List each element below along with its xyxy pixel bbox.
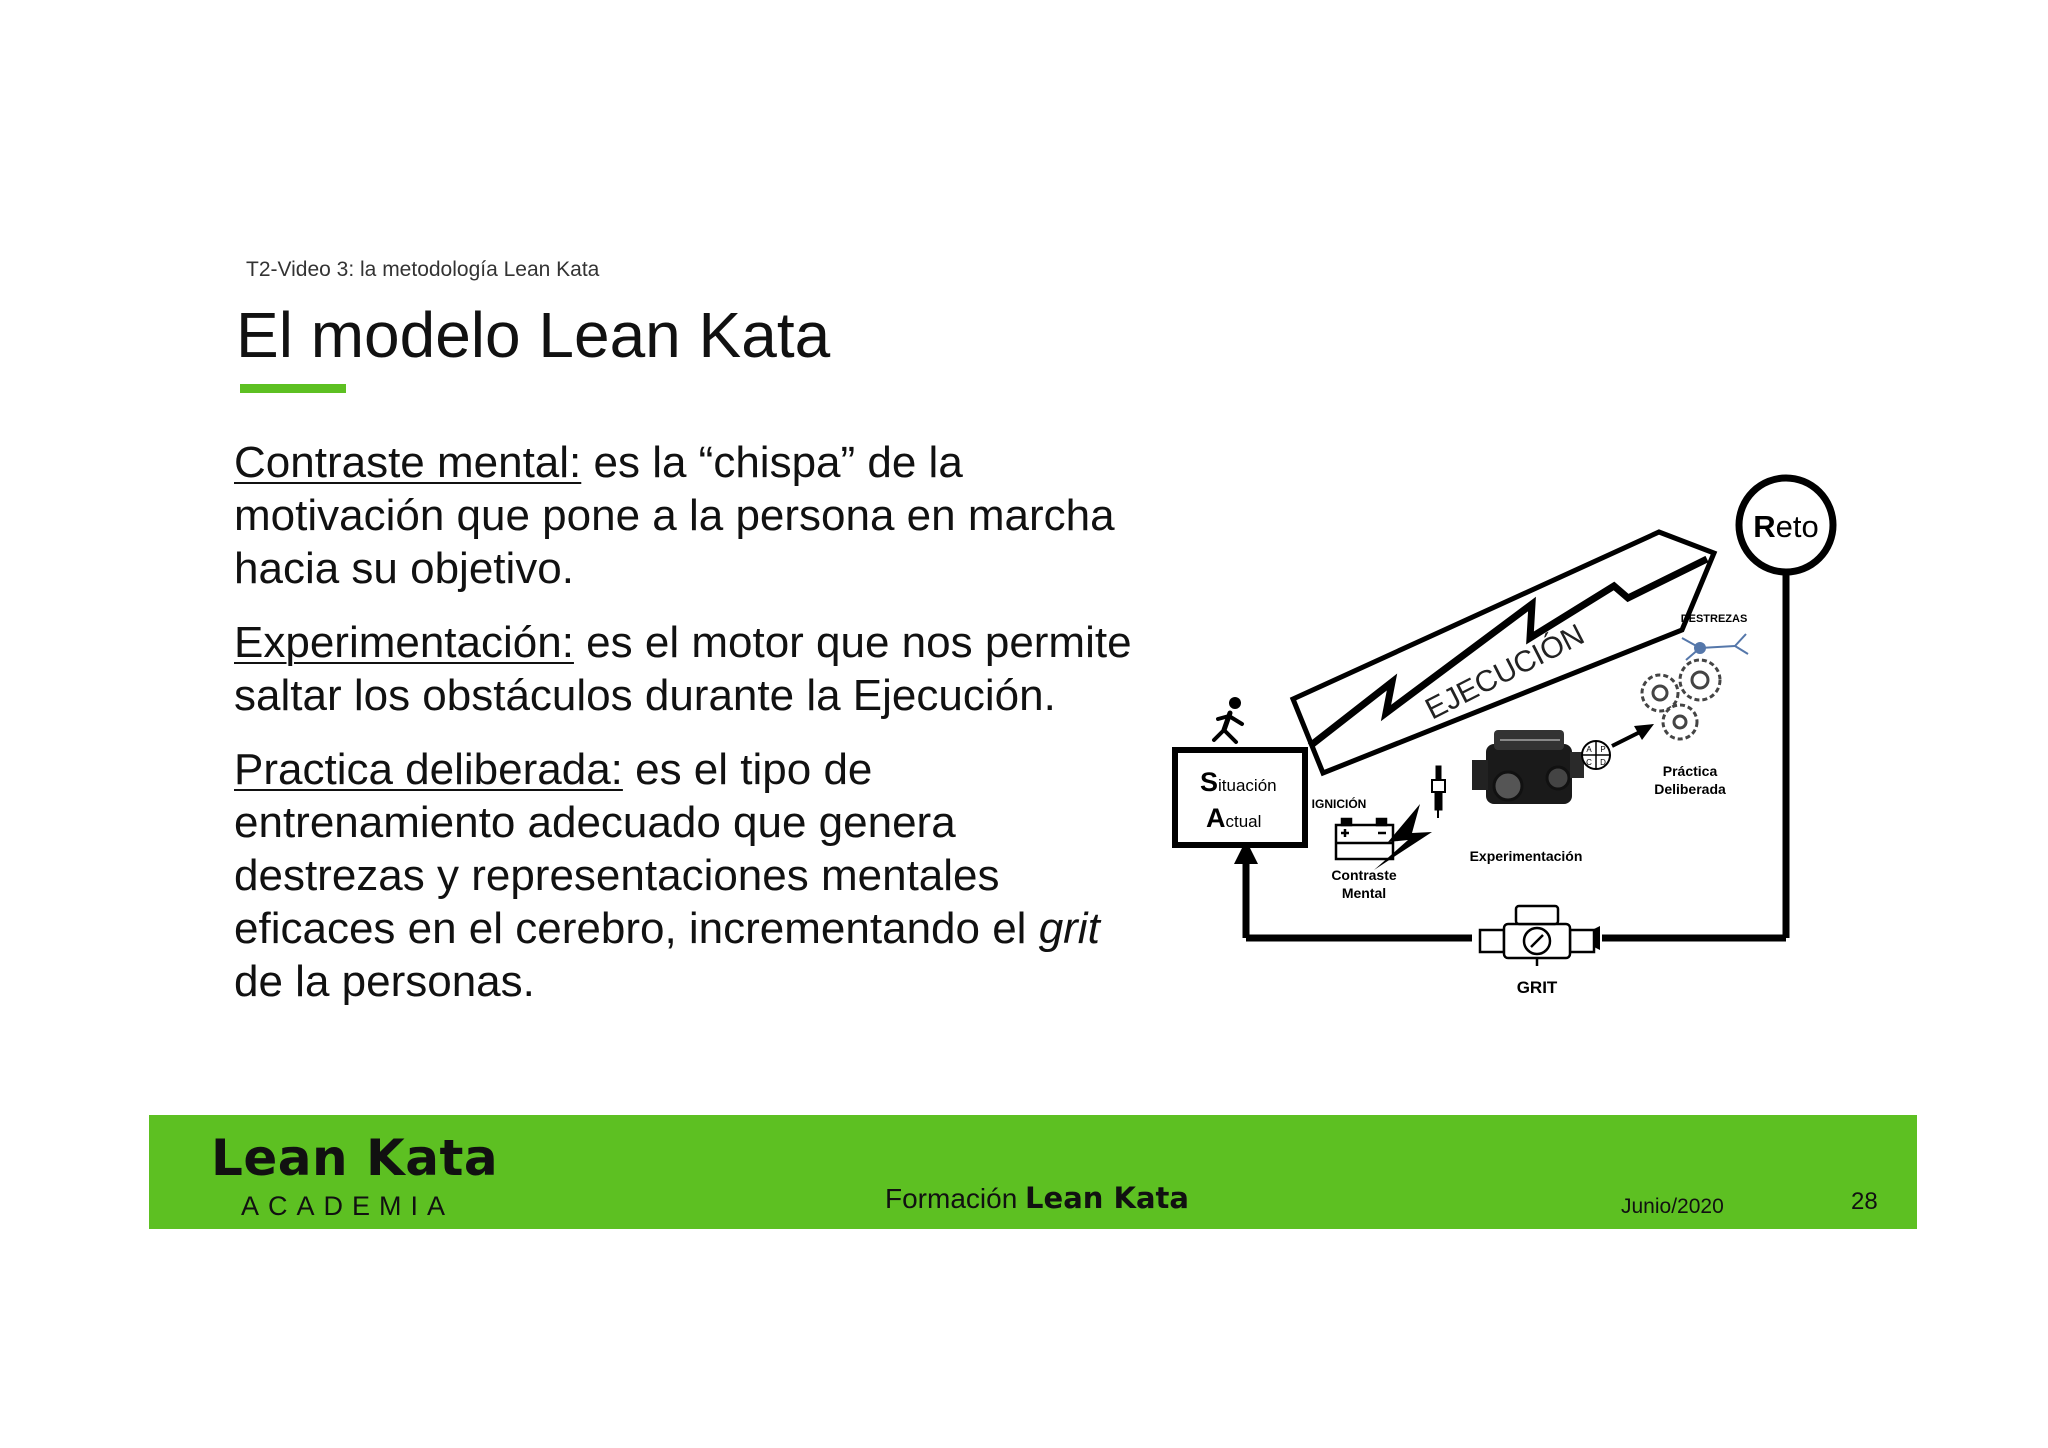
engine-icon [1472,730,1584,804]
runner-icon [1214,697,1242,742]
term-practica: Practica deliberada: [234,745,623,794]
lean-kata-model-diagram [1160,460,1840,1020]
page-number: 28 [1851,1188,1878,1215]
reto-label: Reto [1753,509,1819,544]
term-contraste: Contraste mental: [234,438,582,487]
text-practica: es el tipo de entrenamiento adecuado que genera destrezas y representaciones mentales eficaces en el cerebro, incrementando el [234,745,1039,953]
footer-center-prefix: Formación [885,1183,1026,1214]
destrezas-label: DESTREZAS [1680,613,1748,625]
arrow-to-gears-line [1612,732,1640,746]
footer-center-text [885,1181,1189,1215]
term-experimentacion: Experimentación: [234,618,574,667]
footer-date: Junio/2020 [1621,1195,1724,1218]
svg-text:P: P [1600,745,1606,754]
spark-plug-icon [1432,766,1445,818]
text-grit-italic: grit [1038,904,1100,953]
paragraph-practica [234,743,1154,1008]
body-text [234,436,1154,1029]
practica-label-line1: Práctica [1662,763,1718,779]
situacion-label: Situación [1200,767,1277,797]
footer-logo-main: Lean Kata [211,1129,499,1187]
footer-logo-sub: ACADEMIA [241,1191,455,1221]
gears-icon [1642,660,1720,739]
practica-label-line2: Deliberada [1654,781,1726,797]
text-contraste: es la “chispa” de la motivación que pone a la persona en marcha hacia su objetivo. [234,438,1115,593]
contraste-label-line1: Contraste [1331,867,1397,883]
text-experimentacion: es el motor que nos permite saltar los obstáculos durante la Ejecución. [234,618,1132,720]
grit-label: GRIT [1516,978,1558,997]
battery-icon [1336,819,1393,859]
neuron-icon [1682,634,1748,660]
experimentacion-label: Experimentación [1469,848,1583,864]
actual-label: Actual [1206,803,1262,833]
subtitle: T2-Video 3: la metodología Lean Kata [246,258,600,281]
contraste-label-line2: Mental [1341,885,1387,901]
svg-text:A: A [1586,745,1592,754]
text-practica-tail: de la personas. [234,957,535,1006]
svg-text:D: D [1600,758,1606,767]
paragraph-experimentacion [234,616,1154,722]
svg-text:C: C [1586,758,1592,767]
pump-icon [1480,906,1594,966]
footer-center-brand: Lean Kata [1025,1181,1189,1215]
title-underline-bar [240,384,346,393]
paragraph-contraste [234,436,1154,595]
ignicion-label: IGNICIÓN [1311,797,1367,811]
pdca-cycle-icon [1582,741,1610,769]
page-title: El modelo Lean Kata [236,299,831,371]
footer-bar [149,1115,1917,1229]
ejecucion-label: EJECUCIÓN [1420,618,1590,727]
